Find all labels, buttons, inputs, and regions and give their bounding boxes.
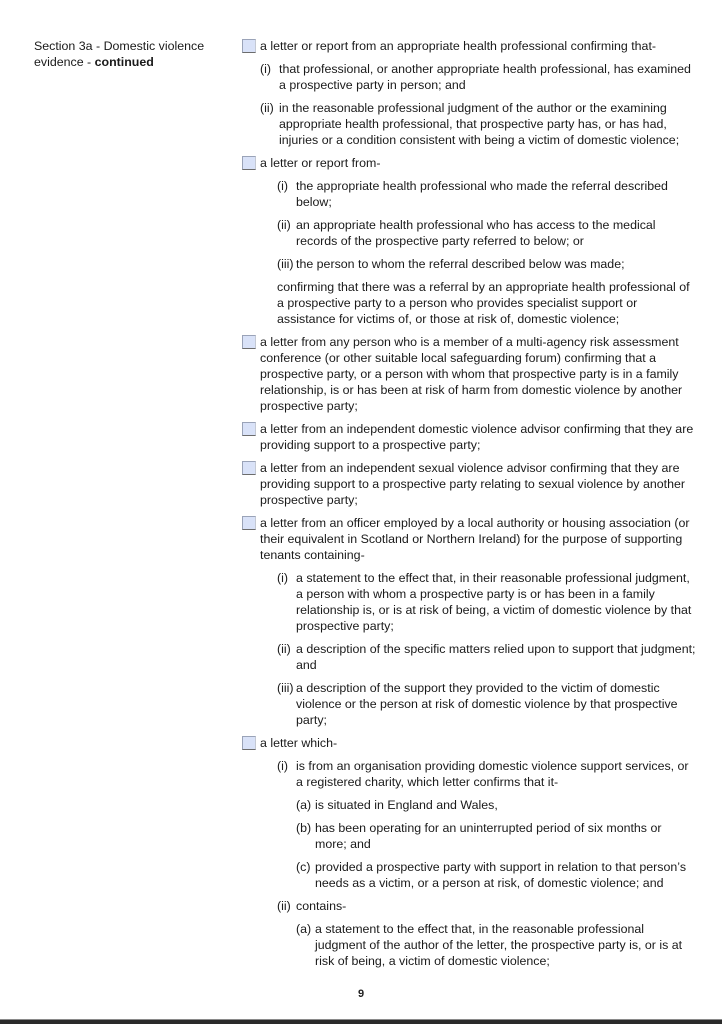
checkbox[interactable]: [242, 736, 256, 750]
sub-sub-item: [296, 820, 696, 852]
sub-item-text: is from an organisation providing domestic violence support services, or a registered charity, which letter confirms that it-: [296, 759, 689, 789]
sub-sub-item: [296, 859, 696, 891]
sub-item: [260, 100, 696, 148]
sub-item-label: (i): [260, 62, 272, 76]
option-health-professional-letter: [241, 38, 696, 54]
sub-item-text: a description of the support they provided to the victim of domestic violence or the person at risk of domestic violence by that prospective party;: [296, 681, 678, 727]
checkbox[interactable]: [242, 39, 256, 53]
sub-sub-item-label: (c): [296, 860, 311, 874]
checkbox[interactable]: [242, 335, 256, 349]
sub-item: [277, 217, 696, 249]
sub-item: [277, 570, 696, 634]
referral-note: confirming that there was a referral by an appropriate health professional of a prospective party to a person who provides specialist support or assistance for victims of, or those at risk of, domestic violence;: [277, 280, 690, 326]
sub-item-text: the appropriate health professional who made the referral described below;: [296, 179, 668, 209]
checkbox[interactable]: [242, 422, 256, 436]
sub-sub-item-text: a statement to the effect that, in the reasonable professional judgment of the author of the letter, the prospective party is, or is at risk of being, a victim of domestic violence;: [315, 922, 683, 968]
option-support-organisation-letter: [241, 735, 696, 751]
sub-item-label: (i): [277, 759, 289, 773]
continued-label: continued: [94, 55, 154, 69]
sub-sub-item: [296, 921, 696, 969]
sub-item-label: (iii): [277, 257, 294, 271]
sub-item-label: (ii): [277, 218, 291, 232]
sub-item: [277, 641, 696, 673]
section-title: Section 3a - Domestic violence evidence -: [34, 39, 205, 69]
option-text: a letter from an officer employed by a local authority or housing association (or their equivalent in Scotland or Northern Ireland) for the purpose of supporting tenants containing-: [260, 516, 690, 562]
sub-sub-item-text: provided a prospective party with support in relation to that person’s needs as a victim, or a person at risk, of domestic violence; and: [315, 860, 687, 890]
sub-sub-item-text: is situated in England and Wales,: [315, 798, 498, 812]
sub-sub-item-label: (a): [296, 922, 312, 936]
checkbox[interactable]: [242, 516, 256, 530]
sub-item: [277, 680, 696, 728]
checkbox[interactable]: [242, 461, 256, 475]
sub-item-text: an appropriate health professional who has access to the medical records of the prospective party referred to below; or: [296, 218, 656, 248]
sub-item: [277, 178, 696, 210]
option-text: a letter from any person who is a member of a multi-agency risk assessment conference (or other suitable local safeguarding forum) confirming that a prospective party, or a person with whom that prospective party is in a family relationship, is or has been at risk of harm from domestic violence by another prospective party;: [260, 335, 683, 413]
evidence-options: [241, 38, 696, 976]
sub-item-label: (ii): [277, 899, 291, 913]
sub-item-text: contains-: [296, 899, 347, 913]
sub-sub-item-label: (b): [296, 821, 312, 835]
section-heading: [34, 38, 234, 70]
sub-item-text: a statement to the effect that, in their reasonable professional judgment, a person with whom a prospective party is or has been in a family relationship is, or is at risk of being, a victim of domestic violence by that prospective party;: [296, 571, 692, 633]
sub-item-label: (i): [277, 179, 289, 193]
sub-sub-item-text: has been operating for an uninterrupted period of six months or more; and: [315, 821, 662, 851]
sub-sub-item: [296, 797, 696, 813]
sub-item-label: (ii): [277, 642, 291, 656]
option-referral-letter: [241, 155, 696, 171]
option-text: a letter or report from-: [260, 156, 381, 170]
option-text: a letter or report from an appropriate health professional confirming that-: [260, 39, 657, 53]
option-text: a letter which-: [260, 736, 338, 750]
sub-item-label: (iii): [277, 681, 294, 695]
sub-item: [277, 758, 696, 790]
sub-item-label: (ii): [260, 101, 274, 115]
viewer-bottom-bar: [0, 1019, 722, 1024]
sub-item: [277, 898, 696, 914]
checkbox[interactable]: [242, 156, 256, 170]
option-idva-letter: [241, 421, 696, 453]
sub-sub-item-label: (a): [296, 798, 312, 812]
sub-item-text: that professional, or another appropriate health professional, has examined a prospective party in person; and: [279, 62, 691, 92]
option-housing-officer-letter: [241, 515, 696, 563]
option-text: a letter from an independent sexual violence advisor confirming that they are providing support to a prospective party relating to sexual violence by another prospective party;: [260, 461, 685, 507]
sub-item-label: (i): [277, 571, 289, 585]
page-number: 9: [357, 988, 365, 1000]
sub-item: [260, 61, 696, 93]
sub-item-text: a description of the specific matters relied upon to support that judgment; and: [296, 642, 696, 672]
option-isva-letter: [241, 460, 696, 508]
option-text: a letter from an independent domestic violence advisor confirming that they are providing support to a prospective party;: [260, 422, 694, 452]
sub-item: [277, 256, 696, 272]
sub-item-text: the person to whom the referral described below was made;: [296, 257, 625, 271]
sub-item-text: in the reasonable professional judgment of the author or the examining appropriate health professional, that prospective party has, or has had, injuries or a condition consistent with being a victim of domestic violence;: [279, 101, 680, 147]
option-marac-letter: [241, 334, 696, 414]
